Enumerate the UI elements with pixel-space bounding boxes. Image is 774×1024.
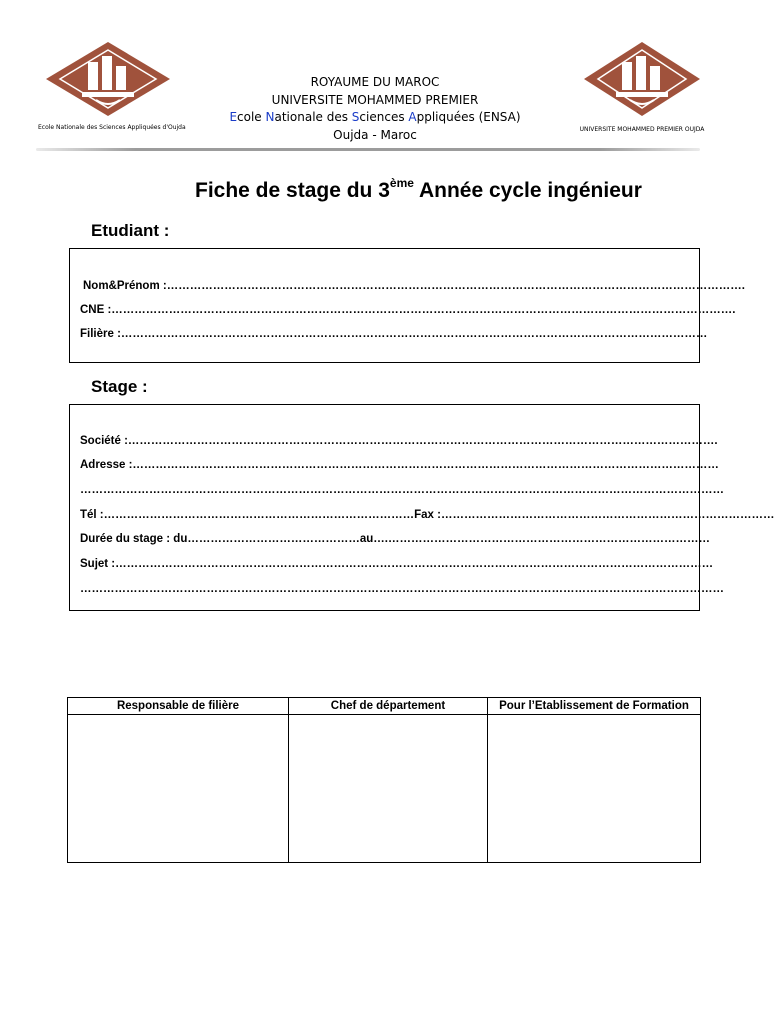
initial-e: E — [229, 110, 238, 124]
signature-cell-etablissement[interactable] — [488, 715, 701, 863]
institution-header — [200, 74, 550, 144]
initial-n: N — [265, 110, 275, 124]
field-sujet-line2[interactable]: …………………………………………………………………………………………………………………………………………………… — [80, 583, 724, 595]
field-tel-fax[interactable]: Tél :………………………………………………………………………Fax :…………………………………………………………………………… — [80, 509, 774, 521]
ensa-logo-icon — [44, 40, 172, 118]
field-filiere[interactable]: Filière :……………………………………………………………………………………………………………………………………… — [80, 328, 708, 340]
signature-cell-chef[interactable] — [289, 715, 488, 863]
ump-logo-icon — [582, 40, 702, 118]
header-chef-departement: Chef de département — [289, 698, 488, 715]
ump-logo — [582, 40, 702, 118]
page-title: Fiche de stage du 3ème Année cycle ingénieur — [195, 176, 642, 202]
signature-cell-responsable[interactable] — [68, 715, 289, 863]
right-logo-caption: UNIVERSITE MOHAMMED PREMIER OUJDA — [579, 126, 705, 133]
signature-row — [68, 715, 701, 863]
field-cne[interactable]: CNE :………………………………………………………………………………………………………………………………………………. — [80, 304, 736, 316]
header-divider — [36, 148, 700, 151]
field-nom-prenom[interactable]: Nom&Prénom :……………………………………………………………………………………………………………………………………. — [83, 280, 745, 292]
field-sujet[interactable]: Sujet :………………………………………………………………………………………………………………………………………… — [80, 558, 714, 570]
signature-header-row — [68, 698, 701, 715]
header-line-school: Ecole Nationale des Sciences Appliquées (ENSA) — [229, 110, 521, 124]
field-societe[interactable]: Société :………………………………………………………………………………………………………………………………………. — [80, 435, 718, 447]
signature-table — [67, 697, 701, 863]
etudiant-label: Etudiant : — [91, 221, 170, 240]
initial-s: S — [351, 110, 360, 124]
field-adresse[interactable]: Adresse :……………………………………………………………………………………………………………………………………… — [80, 459, 719, 471]
ensa-logo — [44, 40, 172, 118]
left-logo-caption: Ecole Nationale des Sciences Appliquées d'Oujda — [38, 124, 186, 131]
field-duree[interactable]: Durée du stage : du………………………………………au….………………………………………………………………………… — [80, 533, 710, 545]
header-line-city: Oujda - Maroc — [333, 127, 417, 142]
initial-a: A — [408, 110, 417, 124]
header-responsable-filiere: Responsable de filière — [68, 698, 289, 715]
stage-label: Stage : — [91, 377, 148, 396]
header-line-university: UNIVERSITE MOHAMMED PREMIER — [271, 92, 479, 107]
field-adresse-line2[interactable]: …………………………………………………………………………………………………………………………………………………… — [80, 484, 724, 496]
header-etablissement-formation: Pour l’Etablissement de Formation — [488, 698, 701, 715]
header-line-kingdom: ROYAUME DU MAROC — [310, 75, 440, 89]
